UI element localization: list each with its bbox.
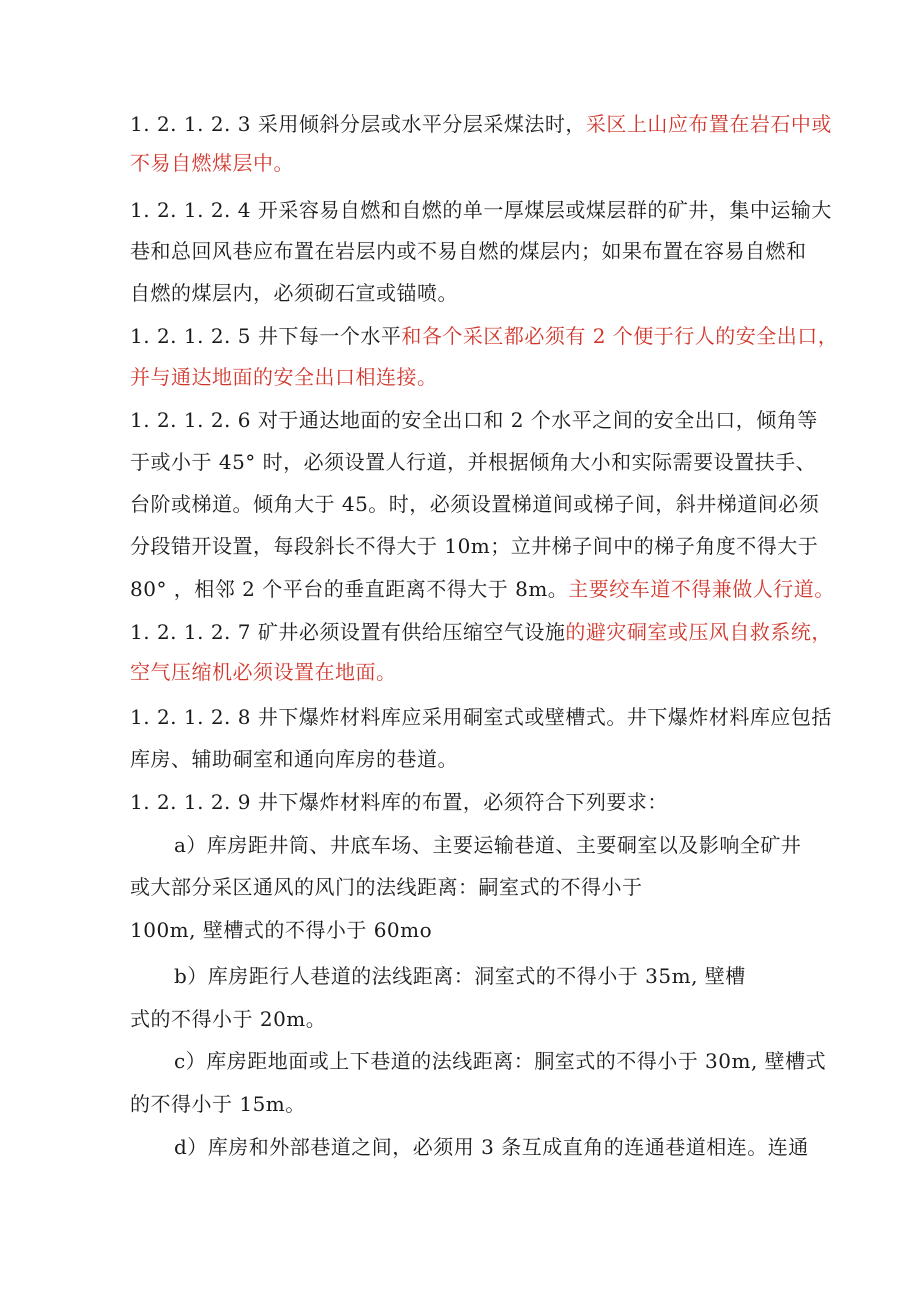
item-a-line-1: a）库房距井筒、井底车场、主要运输巷道、主要硐室以及影响全矿井	[174, 833, 802, 857]
highlight-text: 主要绞车道不得兼做人行道。	[568, 577, 835, 601]
para-3-line-2: 并与通达地面的安全出口相连接。	[130, 365, 438, 389]
para-1-line-1: 1. 2. 1. 2. 3 采用倾斜分层或水平分层采煤法时，采区上山应布置在岩石中或	[130, 112, 832, 136]
para-4-line-5: 80° ，相邻 2 个平台的垂直距离不得大于 8m。主要绞车道不得兼做人行道。	[130, 577, 835, 601]
para-4-line-1: 1. 2. 1. 2. 6 对于通达地面的安全出口和 2 个水平之间的安全出口，倾角等	[130, 408, 818, 432]
para-6-line-2: 库房、辅助硐室和通向库房的巷道。	[130, 747, 458, 771]
para-2-line-1: 1. 2. 1. 2. 4 开采容易自燃和自燃的单一厚煤层或煤层群的矿井，集中运输大	[130, 198, 832, 222]
item-a-line-3: 100m, 壁槽式的不得小于 60mo	[130, 918, 433, 942]
para-4-line-2: 于或小于 45° 时，必须设置人行道，并根据倾角大小和实际需要设置扶手、	[130, 450, 817, 474]
para-5-line-2: 空气压缩机必须设置在地面。	[130, 660, 397, 684]
highlight-text: 的避灾硐室或压风自救系统，	[565, 620, 832, 644]
item-c-line-1: c）库房距地面或上下巷道的法线距离：胴室式的不得小于 30m, 壁槽式	[174, 1049, 827, 1073]
item-c-line-2: 的不得小于 15m。	[130, 1092, 306, 1116]
item-a-line-2: 或大部分采区通风的风门的法线距离：嗣室式的不得小于	[130, 875, 643, 899]
para-2-line-2: 巷和总回风巷应布置在岩层内或不易自燃的煤层内；如果布置在容易自燃和	[130, 239, 807, 263]
para-1-line-2: 不易自燃煤层中。	[130, 151, 294, 175]
para-4-line-3: 台阶或梯道。倾角大于 45。时，必须设置梯道间或梯子间，斜井梯道间必须	[130, 492, 820, 516]
para-5-line-1: 1. 2. 1. 2. 7 矿井必须设置有供给压缩空气设施的避灾硐室或压风自救系统，	[130, 620, 832, 644]
para-4-line-4: 分段错开设置，每段斜长不得大于 10m；立井梯子间中的梯子角度不得大于	[130, 534, 819, 558]
item-d-line-1: d）库房和外部巷道之间，必须用 3 条互成直角的连通巷道相连。连通	[174, 1135, 809, 1159]
para-2-line-3: 自燃的煤层内，必须砌石宣或锚喷。	[130, 281, 458, 305]
para-7-line-1: 1. 2. 1. 2. 9 井下爆炸材料库的布置，必须符合下列要求：	[130, 790, 668, 814]
highlight-text: 和各个采区都必须有 2 个便于行人的安全出口，	[401, 324, 839, 348]
para-6-line-1: 1. 2. 1. 2. 8 井下爆炸材料库应采用硐室式或壁槽式。井下爆炸材料库应包括	[130, 705, 832, 729]
para-3-line-1: 1. 2. 1. 2. 5 井下每一个水平和各个采区都必须有 2 个便于行人的安全出口，	[130, 324, 839, 348]
highlight-text: 采区上山应布置在岩石中或	[585, 112, 832, 136]
item-b-line-1: b）库房距行人巷道的法线距离：洞室式的不得小于 35m, 壁槽	[174, 964, 746, 988]
item-b-line-2: 式的不得小于 20m。	[130, 1007, 327, 1031]
